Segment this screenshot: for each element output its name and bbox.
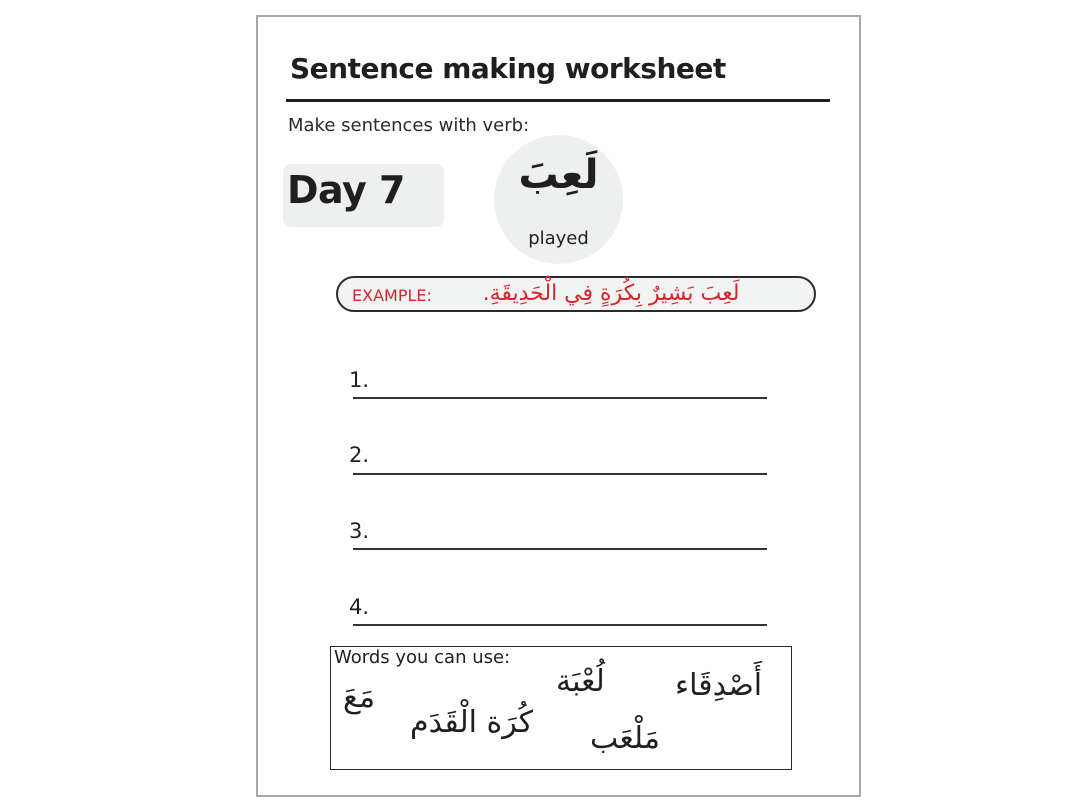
- example-sentence: لَعِبَ بَشِيرٌ بِكُرَةٍ فِي الْحَدِيقَةِ.: [482, 281, 740, 306]
- word-bank-item: كُرَة الْقَدَم: [410, 705, 534, 740]
- line-number-3: 3.: [349, 519, 370, 543]
- word-bank-item: مَلْعَب: [590, 721, 660, 756]
- word-bank-item: مَعَ: [343, 680, 376, 715]
- title-underline: [286, 99, 830, 102]
- worksheet-title: Sentence making worksheet: [290, 52, 726, 85]
- day-label: Day 7: [287, 168, 405, 212]
- word-bank-item: أَصْدِقَاء: [675, 668, 763, 703]
- answer-line-4[interactable]: [353, 624, 767, 626]
- line-number-2: 2.: [349, 443, 370, 467]
- verb-meaning: played: [528, 228, 589, 249]
- answer-line-3[interactable]: [353, 548, 767, 550]
- answer-line-2[interactable]: [353, 473, 767, 475]
- verb-arabic: لَعِبَ: [518, 152, 599, 198]
- word-bank-item: لُعْبَة: [556, 664, 605, 699]
- answer-line-1[interactable]: [353, 397, 767, 399]
- example-label: EXAMPLE:: [352, 286, 432, 305]
- instruction-text: Make sentences with verb:: [288, 115, 530, 136]
- line-number-1: 1.: [349, 368, 370, 392]
- word-bank-title: Words you can use:: [334, 647, 511, 668]
- line-number-4: 4.: [349, 595, 370, 619]
